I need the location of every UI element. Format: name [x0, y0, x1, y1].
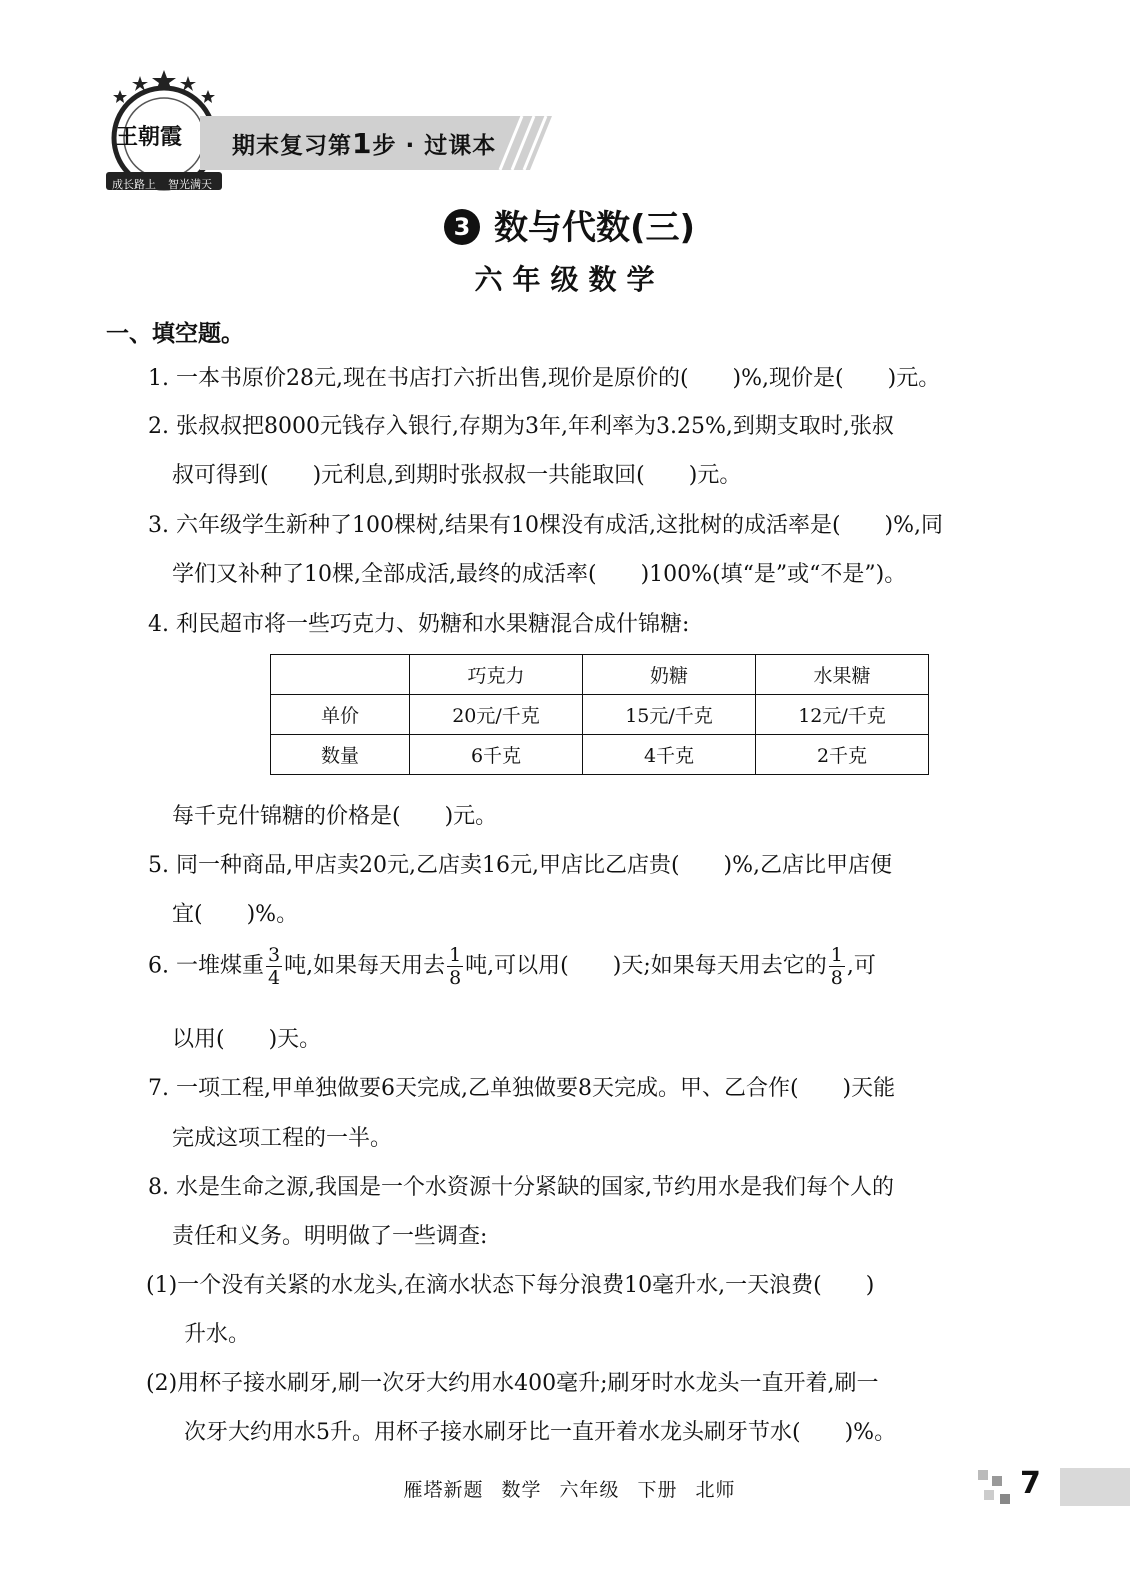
question-8-sub-1-line-1: (1)一个没有关紧的水龙头,在滴水状态下每分浪费10毫升水,一天浪费( ): [146, 1273, 875, 1298]
table-row: [271, 735, 929, 775]
table-cell: 2千克: [756, 735, 929, 775]
page-number: 7: [1020, 1466, 1041, 1501]
brand-logo-name: 王朝霞: [116, 125, 183, 150]
table-cell: 4千克: [583, 735, 756, 775]
table-cell: 12元/千克: [756, 695, 929, 735]
question-7-line-2: 完成这项工程的一半。: [172, 1126, 393, 1151]
fraction-one-eighth: $\frac{1}{8}$: [449, 944, 462, 989]
unit-number-badge: 3: [444, 209, 480, 245]
question-6-line-1: 6. 一堆煤重 $\frac{3}{4}$ 吨,如果每天用去 $\frac{1}{8}$ 吨,可以用( )天;如果每天用去它的 $\frac{1}{8}$ ,可: [148, 944, 876, 989]
question-6-line-2: 以用( )天。: [172, 1027, 322, 1052]
footer-edition: 北师: [695, 1479, 736, 1501]
table-header-row: [271, 655, 929, 695]
question-2-line-1: 2. 张叔叔把8000元钱存入银行,存期为3年,年利率为3.25%,到期支取时,张叔: [148, 414, 894, 439]
question-8-sub-1-line-2: 升水。: [184, 1322, 251, 1347]
table-cell: 奶糖: [583, 655, 756, 695]
question-8-sub-2-line-2: 次牙大约用水5升。用杯子接水刷牙比一直开着水龙头刷牙节水( )%。: [184, 1420, 897, 1445]
table-cell: 6千克: [410, 735, 583, 775]
unit-title: [0, 200, 1139, 249]
question-2-line-2: 叔可得到( )元利息,到期时张叔叔一共能取回( )元。: [172, 463, 742, 488]
question-5-line-1: 5. 同一种商品,甲店卖20元,乙店卖16元,甲店比乙店贵( )%,乙店比甲店便: [148, 853, 893, 878]
footer: [0, 1475, 1139, 1502]
badge-motto-left: 成长路上: [112, 178, 156, 191]
table-cell: 水果糖: [756, 655, 929, 695]
table-cell: 20元/千克: [410, 695, 583, 735]
candy-table: [270, 654, 929, 775]
table-cell: 15元/千克: [583, 695, 756, 735]
footer-series: 雁塔新题: [403, 1479, 484, 1501]
question-8-sub-2-line-1: (2)用杯子接水刷牙,刷一次牙大约用水400毫升;刷牙时水龙头一直开着,刷一: [146, 1371, 879, 1396]
unit-title-text: 数与代数(三): [493, 208, 696, 248]
fraction-one-eighth: $\frac{1}{8}$: [830, 944, 843, 989]
badge-motto-right: 智光满天: [168, 178, 212, 191]
fraction-three-quarters: $\frac{3}{4}$: [267, 944, 281, 989]
question-7-line-1: 7. 一项工程,甲单独做要6天完成,乙单独做要8天完成。甲、乙合作( )天能: [148, 1076, 896, 1101]
section-title: 一、填空题。: [106, 321, 244, 347]
table-cell: 数量: [271, 735, 410, 775]
question-3-line-2: 学们又补种了10棵,全部成活,最终的成活率( )100%(填“是”或“不是”)。: [172, 562, 907, 587]
question-4-line-2: 每千克什锦糖的价格是( )元。: [172, 804, 498, 829]
question-8-line-2: 责任和义务。明明做了一些调查:: [172, 1224, 488, 1249]
page-subtitle: 六年级数学: [474, 263, 665, 296]
header-banner-text: 期末复习第1步 · 过课本: [232, 127, 497, 160]
table-row: [271, 695, 929, 735]
question-4-line-1: 4. 利民超市将一些巧克力、奶糖和水果糖混合成什锦糖:: [148, 612, 690, 637]
table-cell: [271, 655, 410, 695]
page-corner-decoration: [978, 1470, 1014, 1506]
page-number-bar: [1060, 1468, 1130, 1506]
footer-subject: 数学: [501, 1479, 542, 1501]
footer-volume: 下册: [637, 1479, 678, 1501]
question-3-line-1: 3. 六年级学生新种了100棵树,结果有10棵没有成活,这批树的成活率是( )%,同: [148, 513, 944, 538]
table-cell: 巧克力: [410, 655, 583, 695]
question-1-line-1: 1. 一本书原价28元,现在书店打六折出售,现价是原价的( )%,现价是( )元。: [148, 366, 941, 391]
question-8-line-1: 8. 水是生命之源,我国是一个水资源十分紧缺的国家,节约用水是我们每个人的: [148, 1175, 894, 1200]
table-cell: 单价: [271, 695, 410, 735]
question-5-line-2: 宜( )%。: [172, 902, 299, 927]
footer-grade: 六年级: [559, 1479, 620, 1501]
